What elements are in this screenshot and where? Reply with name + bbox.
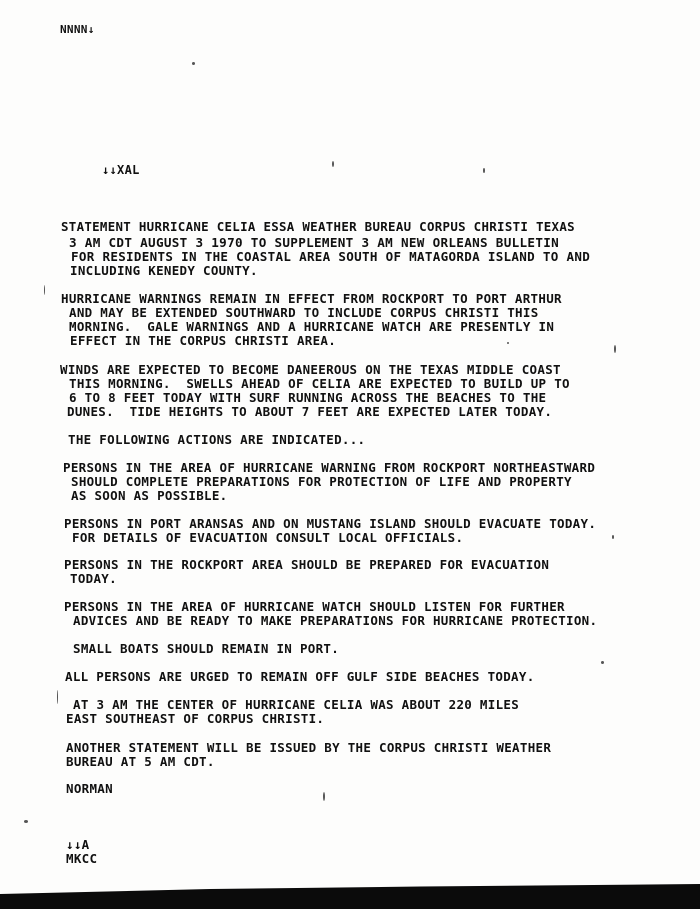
scan-speck (601, 661, 604, 664)
text-line: HURRICANE WARNINGS REMAIN IN EFFECT FROM ROCKPORT TO PORT ARTHUR (61, 291, 562, 306)
text-line: TODAY. (70, 571, 117, 586)
scan-speck (332, 161, 334, 167)
text-line: AND MAY BE EXTENDED SOUTHWARD TO INCLUDE CORPUS CHRISTI THIS (69, 305, 539, 320)
scan-speck (57, 690, 58, 704)
text-line-gulf-beaches: ALL PERSONS ARE URGED TO REMAIN OFF GULF SIDE BEACHES TODAY. (65, 669, 535, 684)
routing-code-top: NNNN↓ (60, 23, 95, 36)
scan-speck (44, 285, 45, 295)
station-code: MKCC (66, 851, 98, 866)
text-line: WINDS ARE EXPECTED TO BECOME DANEEROUS ON THE TEXAS MIDDLE COAST (60, 362, 561, 377)
text-line: DUNES. TIDE HEIGHTS TO ABOUT 7 FEET ARE EXPECTED LATER TODAY. (67, 404, 553, 419)
scan-speck (483, 168, 485, 173)
text-line: EAST SOUTHEAST OF CORPUS CHRISTI. (66, 711, 325, 726)
text-line: ANOTHER STATEMENT WILL BE ISSUED BY THE CORPUS CHRISTI WEATHER (66, 740, 552, 755)
text-line: 6 TO 8 FEET TODAY WITH SURF RUNNING ACROSS THE BEACHES TO THE (69, 390, 547, 405)
text-line: PERSONS IN THE AREA OF HURRICANE WARNING FROM ROCKPORT NORTHEASTWARD (63, 460, 596, 475)
text-line: FOR DETAILS OF EVACUATION CONSULT LOCAL OFFICIALS. (72, 530, 464, 545)
text-line: AS SOON AS POSSIBLE. (71, 488, 228, 503)
text-line: MORNING. GALE WARNINGS AND A HURRICANE WATCH ARE PRESENTLY IN (69, 319, 555, 334)
routing-code-end: ↓↓A (66, 837, 90, 852)
text-line: THIS MORNING. SWELLS AHEAD OF CELIA ARE EXPECTED TO BUILD UP TO (69, 376, 570, 391)
text-line-following-actions: THE FOLLOWING ACTIONS ARE INDICATED... (68, 432, 366, 447)
text-line: FOR RESIDENTS IN THE COASTAL AREA SOUTH OF MATAGORDA ISLAND TO AND (71, 249, 591, 264)
routing-code-xal: ↓↓XAL (102, 163, 140, 177)
text-line: EFFECT IN THE CORPUS CHRISTI AREA. (70, 333, 337, 348)
text-line: STATEMENT HURRICANE CELIA ESSA WEATHER BUREAU CORPUS CHRISTI TEXAS (61, 219, 575, 234)
text-line: PERSONS IN PORT ARANSAS AND ON MUSTANG ISLAND SHOULD EVACUATE TODAY. (64, 516, 597, 531)
scan-speck (24, 820, 28, 823)
text-line: PERSONS IN THE AREA OF HURRICANE WATCH SHOULD LISTEN FOR FURTHER (64, 599, 565, 614)
text-line: ADVICES AND BE READY TO MAKE PREPARATIONS FOR HURRICANE PROTECTION. (73, 613, 598, 628)
scan-speck (612, 535, 614, 539)
scan-speck (614, 345, 616, 353)
signature-norman: NORMAN (66, 781, 113, 796)
text-line-small-boats: SMALL BOATS SHOULD REMAIN IN PORT. (73, 641, 340, 656)
text-line: INCLUDING KENEDY COUNTY. (70, 263, 258, 278)
text-line: BUREAU AT 5 AM CDT. (66, 754, 215, 769)
scan-speck (192, 62, 195, 65)
text-line: 3 AM CDT AUGUST 3 1970 TO SUPPLEMENT 3 AM NEW ORLEANS BULLETIN (69, 235, 560, 250)
scan-speck (323, 792, 325, 801)
text-line: AT 3 AM THE CENTER OF HURRICANE CELIA WAS ABOUT 220 MILES (73, 697, 520, 712)
scan-speck (507, 342, 509, 344)
scan-edge-band (0, 884, 700, 909)
text-line: PERSONS IN THE ROCKPORT AREA SHOULD BE PREPARED FOR EVACUATION (64, 557, 550, 572)
text-line: SHOULD COMPLETE PREPARATIONS FOR PROTECTION OF LIFE AND PROPERTY (71, 474, 572, 489)
